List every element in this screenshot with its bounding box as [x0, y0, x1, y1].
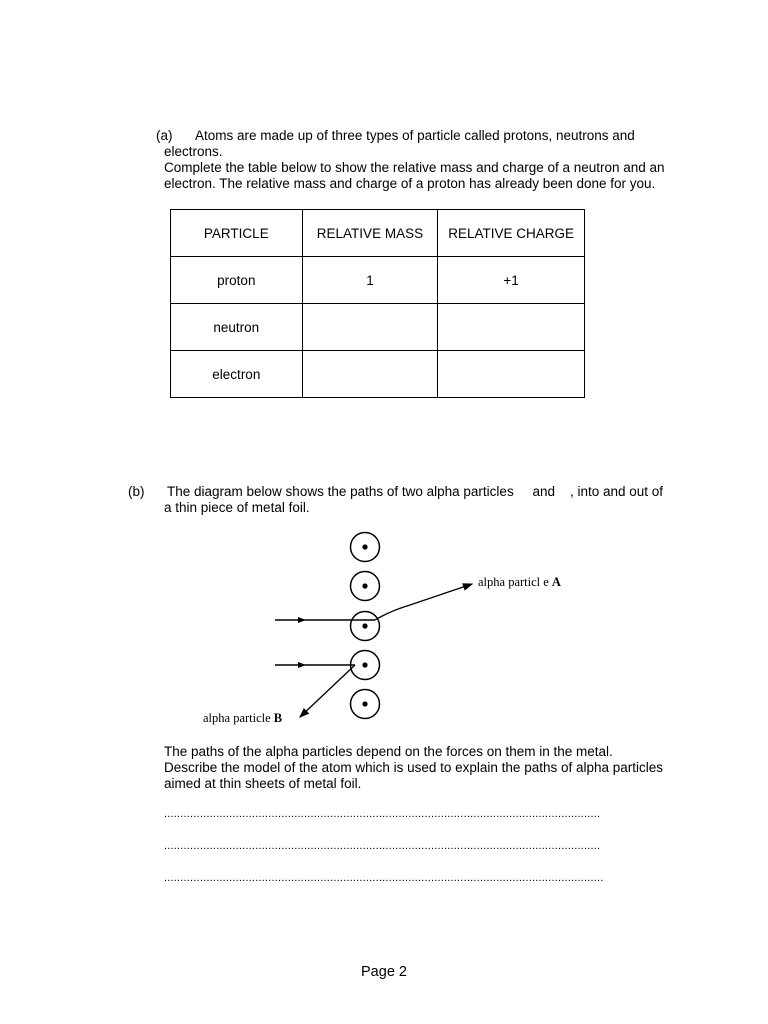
alpha-a-label: alpha particl e A [478, 575, 561, 589]
table-row [171, 304, 585, 351]
question-b-label: (b) [128, 484, 145, 499]
charge-answer-cell[interactable] [438, 304, 585, 351]
particle-name-cell: neutron [171, 304, 303, 351]
alpha-b-path [275, 662, 355, 717]
mass-answer-cell[interactable] [302, 351, 438, 398]
alpha-b-label: alpha particle B [203, 711, 283, 725]
table-header-row [171, 210, 585, 257]
page-number: Page 2 [361, 964, 407, 980]
question-a-text-line: Complete the table below to show the relative mass and charge of a neutron and an [164, 160, 665, 175]
question-a-text-line: Atoms are made up of three types of particle called protons, neutrons and [195, 128, 635, 143]
question-b-body-line: aimed at thin sheets of metal foil. [164, 776, 362, 791]
header-relative-charge: RELATIVE CHARGE [438, 210, 585, 257]
question-a-text-line: electron. The relative mass and charge of a proton has already been done for you. [164, 176, 656, 191]
particle-name-cell: electron [171, 351, 303, 398]
question-b-text-line: The diagram below shows the paths of two alpha particles and , into and out of [167, 484, 664, 499]
atom-icon [351, 612, 380, 641]
answer-line[interactable]: ...................................................................................................................................... [164, 840, 601, 852]
question-a-label: (a) [156, 128, 173, 143]
charge-answer-cell[interactable] [438, 351, 585, 398]
table-row [171, 257, 585, 304]
question-a-text-line: electrons. [164, 144, 223, 159]
mass-cell: 1 [302, 257, 438, 304]
particle-table [170, 209, 585, 398]
atom-icon [351, 533, 380, 562]
header-particle: PARTICLE [171, 210, 303, 257]
atom-icon [351, 690, 380, 719]
answer-line[interactable]: ...................................................................................................................................... [164, 808, 601, 820]
question-b-body-line: The paths of the alpha particles depend on the forces on them in the metal. [164, 744, 613, 759]
atom-icon [351, 572, 380, 601]
answer-line[interactable]: ....................................................................................................................................... [164, 872, 604, 884]
question-b-body-line: Describe the model of the atom which is used to explain the paths of alpha particles [164, 760, 664, 775]
charge-cell: +1 [438, 257, 585, 304]
mass-answer-cell[interactable] [302, 304, 438, 351]
particle-name-cell: proton [171, 257, 303, 304]
question-b-text-line: a thin piece of metal foil. [164, 500, 310, 515]
header-relative-mass: RELATIVE MASS [302, 210, 438, 257]
table-row [171, 351, 585, 398]
alpha-a-path [275, 584, 472, 623]
alpha-scattering-diagram [190, 525, 590, 735]
